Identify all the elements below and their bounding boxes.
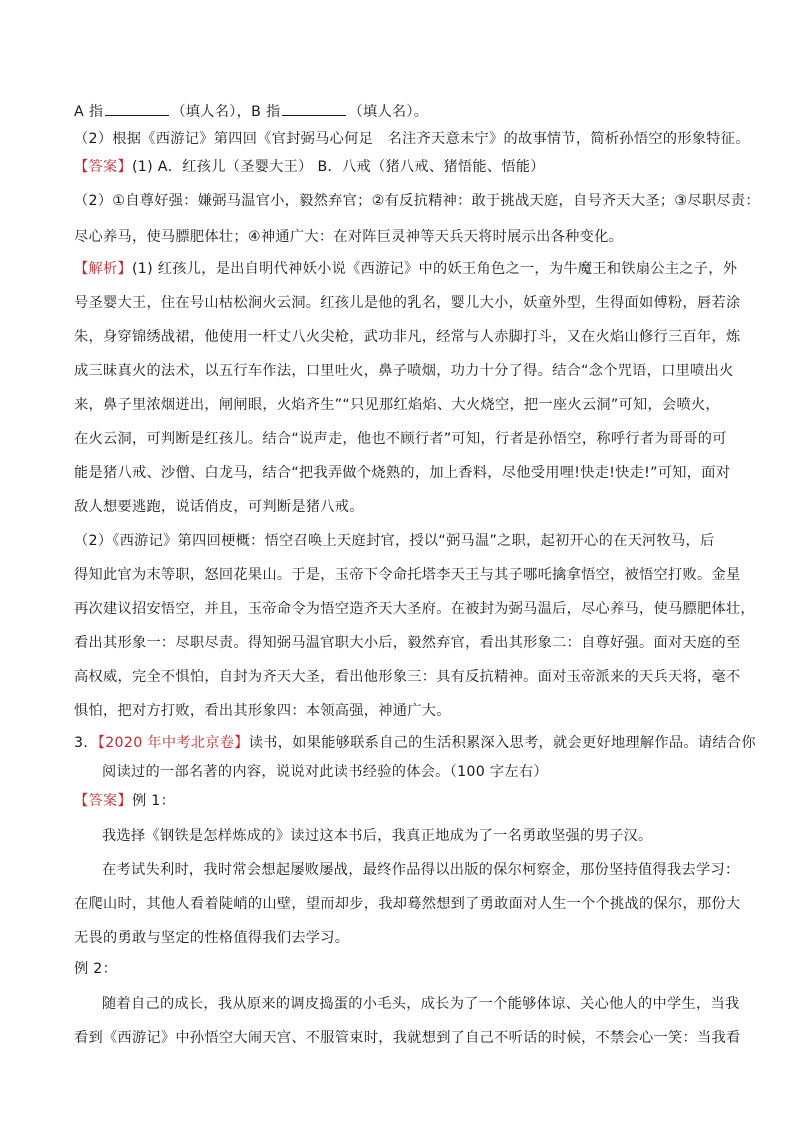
- blank-a: [105, 101, 169, 116]
- answer1-line3: 尽心养马，使马膘肥体壮；④神通广大：在对阵巨灵神等天兵天将时展示出各种变化。: [74, 229, 624, 245]
- q3-line1: [74, 733, 756, 753]
- analysis1-line7: 能是猪八戒、沙僧、白龙马，结合“把我弄做个烧熟的，加上香料，尽他受用哩!快走!快走!”可知，面对: [74, 465, 731, 481]
- example2-line2: 看到《西游记》中孙悟空大闹天宫、不服管束时，我就想到了自己不听话的时候，不禁会心一笑：当我看: [74, 1030, 741, 1046]
- example2-line1: 随着自己的成长，我从原来的调皮捣蛋的小毛头，成长为了一个能够体谅、关心他人的中学生，当我: [102, 996, 740, 1012]
- q3-line2: 阅读过的一部名著的内容，说说对此读书经验的体会。（100 字左右）: [102, 764, 548, 780]
- analysis1-line1: [74, 259, 737, 279]
- analysis1-text: (1) 红孩儿，是出自明代神妖小说《西游记》中的妖王角色之一，为牛魔王和铁扇公主之子，外: [131, 261, 738, 277]
- example1-line3: 在爬山时，其他人看着陡峭的山壁，望而却步，我却蓦然想到了勇敢面对人生一个个挑战的保尔，那份大: [74, 896, 741, 912]
- analysis1-line6: 在火云洞，可判断是红孩儿。结合“说声走，他也不顾行者”可知，行者是孙悟空，称呼行者为哥哥的可: [74, 431, 727, 447]
- q2-sub2-question: （2）根据《西游记》第四回《官封弼马心何足 名注齐天意未宁》的故事情节，简析孙悟空的形象特征。: [74, 131, 750, 147]
- example1-label: 例 1：: [131, 793, 176, 809]
- analysis2-line2: 得知此官为末等职，怒回花果山。于是，玉帝下令命托塔李天王与其子哪吒擒拿悟空，被悟空打败。金星: [74, 567, 741, 583]
- q2-fill-line: [74, 101, 428, 122]
- analysis1-line8: 敌人想要逃跑，说话俏皮，可判断是猪八戒。: [74, 499, 364, 515]
- analysis2-line5: 高权威，完全不惧怕，自封为齐天大圣，看出他形象三：具有反抗精神。面对玉帝派来的天兵天将，毫不: [74, 669, 741, 685]
- blank-b: [282, 101, 346, 116]
- fill-a-label: A 指: [74, 104, 104, 120]
- example1-line4: 无畏的勇敢与坚定的性格值得我们去学习。: [74, 930, 350, 946]
- q3-number: 3．: [74, 735, 98, 751]
- answer3-tag: 【答案】: [74, 793, 132, 809]
- analysis1-line5: 来，鼻子里浓烟迸出，闸闸眼，火焰齐生”“只见那红焰焰、大火烧空，把一座火云洞”可知，会喷火，: [74, 397, 720, 413]
- q3-text: 读书，如果能够联系自己的生活积累深入思考，就会更好地理解作品。请结合你: [248, 735, 756, 751]
- analysis1-line3: 朱，身穿锦绣战裙，他使用一杆丈八火尖枪，武功非凡，经常与人赤脚打斗，又在火焰山修行三百年，炼: [74, 329, 741, 345]
- example2-label: 例 2：: [74, 961, 118, 977]
- example1-line1: 我选择《钢铁是怎样炼成的》读过这本书后，我真正地成为了一名勇敢坚强的男子汉。: [102, 828, 653, 844]
- example1-line2: 在考试失利时，我时常会想起屡败屡战，最终作品得以出版的保尔柯察金，那份坚持值得我去学习：: [102, 862, 740, 878]
- analysis2-line6: 惧怕，把对方打败，看出其形象四：本领高强，神通广大。: [74, 703, 451, 719]
- fill-b-label: （填人名），B 指: [171, 104, 281, 120]
- analysis2-line3: 再次建议招安悟空，并且，玉帝命令为悟空造齐天大圣府。在被封为弼马温后，尽心养马，使马膘肥体壮，: [74, 601, 755, 617]
- analysis2-line4: 看出其形象一：尽职尽责。得知弼马温官职大小后，毅然弃官，看出其形象二：自尊好强。面对天庭的至: [74, 635, 741, 651]
- answer3-header: [74, 791, 175, 811]
- answer-tag: 【答案】: [74, 159, 132, 175]
- analysis1-line4: 成三昧真火的法术，以五行车作法，口里吐火，鼻子喷烟，功力十分了得。结合“念个咒语，口里喷出火: [74, 363, 734, 379]
- analysis1-line2: 号圣婴大王，住在号山枯松涧火云洞。红孩儿是他的乳名，婴儿大小，妖童外型，生得面如傅粉，唇若涂: [74, 295, 741, 311]
- q3-source-tag: 【2020 年中考北京卷】: [97, 735, 249, 751]
- fill-suffix: （填人名）。: [348, 104, 429, 120]
- analysis2-line1: （2）《西游记》第四回梗概：悟空召唤上天庭封官，授以“弼马温”之职，起初开心的在天河牧马，后: [74, 533, 715, 549]
- answer1-line2: （2）①自尊好强：嫌弼马温官小，毅然弃官；②有反抗精神：敢于挑战天庭，自号齐天大圣；③尽职尽责：: [74, 193, 760, 209]
- analysis-tag: 【解析】: [74, 261, 132, 277]
- answer1-line1: [74, 157, 545, 177]
- answer1-text: (1) A．红孩儿（圣婴大王） B．八戒（猪八戒、猪悟能、悟能）: [131, 159, 545, 175]
